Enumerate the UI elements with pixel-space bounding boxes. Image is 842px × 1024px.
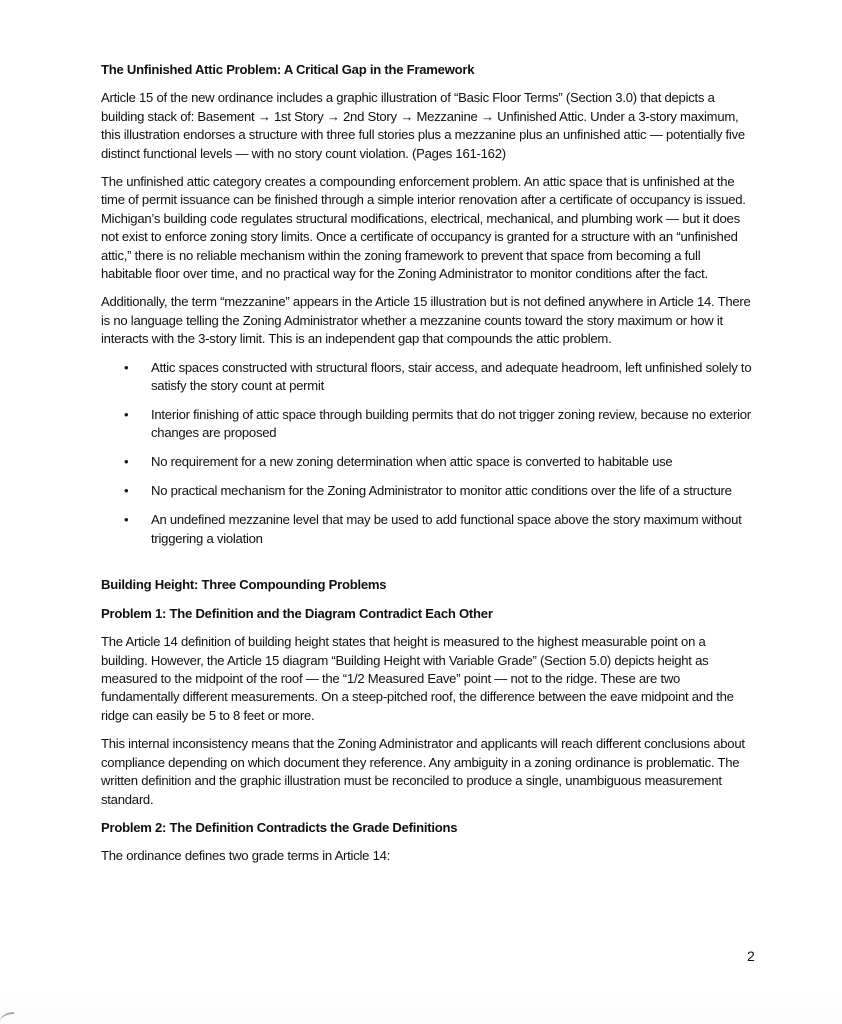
list-item-text: Attic spaces constructed with structural floors, stair access, and adequate headroom, left unfinished solely to satisfy the story count at permit: [151, 359, 752, 394]
list-item: [101, 359, 753, 396]
attic-section-heading: The Unfinished Attic Problem: A Critical Gap in the Framework: [101, 62, 475, 77]
list-item-text: No requirement for a new zoning determination when attic space is converted to habitable use: [151, 454, 673, 470]
list-item-text: Interior finishing of attic space through building permits that do not trigger zoning review, because no exterior changes are proposed: [151, 407, 751, 441]
list-item-text: No practical mechanism for the Zoning Administrator to monitor attic conditions over the life of a structure: [151, 483, 732, 499]
attic-paragraph-1: Article 15 of the new ordinance includes a graphic illustration of “Basic Floor Terms” (Section 3.0) that depicts a building stack of: Basement → 1st Story → 2nd Story → Mezzanine → Unfinished Attic. Under a 3-story maximum, this illustration endorses a structure with three full stories plus a mezzanine plus an unfinished attic — potentially five distinct functional levels — with no story count violation. (Pages 161-162): [101, 90, 745, 161]
page-bottom-edge: [0, 988, 842, 1024]
list-item: [101, 511, 753, 548]
bullet-icon: •: [124, 454, 129, 470]
bullet-icon: •: [124, 407, 129, 422]
bullet-icon: •: [124, 512, 129, 528]
page-content: [101, 61, 753, 876]
list-item: [101, 453, 753, 471]
height-section-heading: Building Height: Three Compounding Problems: [101, 577, 387, 593]
page-number: 2: [747, 948, 755, 964]
problem-1-heading: Problem 1: The Definition and the Diagram Contradict Each Other: [101, 605, 493, 621]
attic-paragraph-2: The unfinished attic category creates a compounding enforcement problem. An attic space that is unfinished at the time of permit issuance can be finished through a simple interior renovation after a certificate of occupancy is issued. Michigan’s building code regulates structural modifications, electrical, mechanical, and plumbing work — but it does not exist to enforce zoning story limits. Once a certificate of occupancy is granted for a structure with an “unfinished attic,” there is no reliable mechanism within the zoning framework to prevent that space from becoming a full habitable floor over time, and no practical way for the Zoning Administrator to monitor conditions after the fact.: [101, 174, 746, 282]
bullet-icon: •: [124, 483, 129, 499]
list-item: [101, 482, 753, 500]
list-item: [101, 406, 753, 443]
bullet-icon: •: [124, 359, 129, 375]
section-spacer: [101, 558, 753, 576]
problem-2-paragraph-1: The ordinance defines two grade terms in Article 14:: [101, 848, 391, 864]
list-item-text: An undefined mezzanine level that may be used to add functional space above the story maximum without triggering a violation: [151, 512, 742, 546]
problem-2-heading: Problem 2: The Definition Contradicts the Grade Definitions: [101, 819, 458, 835]
attic-paragraph-3: Additionally, the term “mezzanine” appears in the Article 15 illustration but is not defined anywhere in Article 14. There is no language telling the Zoning Administrator whether a mezzanine counts toward the story maximum or how it interacts with the 3-story limit. This is an independent gap that compounds the attic problem.: [101, 294, 751, 347]
problem-1-paragraph-1: The Article 14 definition of building height states that height is measured to the highest measurable point on a building. However, the Article 15 diagram “Building Height with Variable Grade” (Section 5.0) depicts height as measured to the midpoint of the roof — the “1/2 Measured Eave” point — not to the ridge. These are two fundamentally different measurements. On a steep-pitched roof, the difference between the eave midpoint and the ridge can easily be 5 to 8 feet or more.: [101, 634, 734, 723]
attic-issues-list: [101, 359, 753, 548]
problem-1-paragraph-2: This internal inconsistency means that the Zoning Administrator and applicants will reach different conclusions about compliance depending on which document they reference. Any ambiguity in a zoning ordinance is problematic. The written definition and the graphic illustration must be reconciled to produce a single, unambiguous measurement standard.: [101, 736, 745, 807]
